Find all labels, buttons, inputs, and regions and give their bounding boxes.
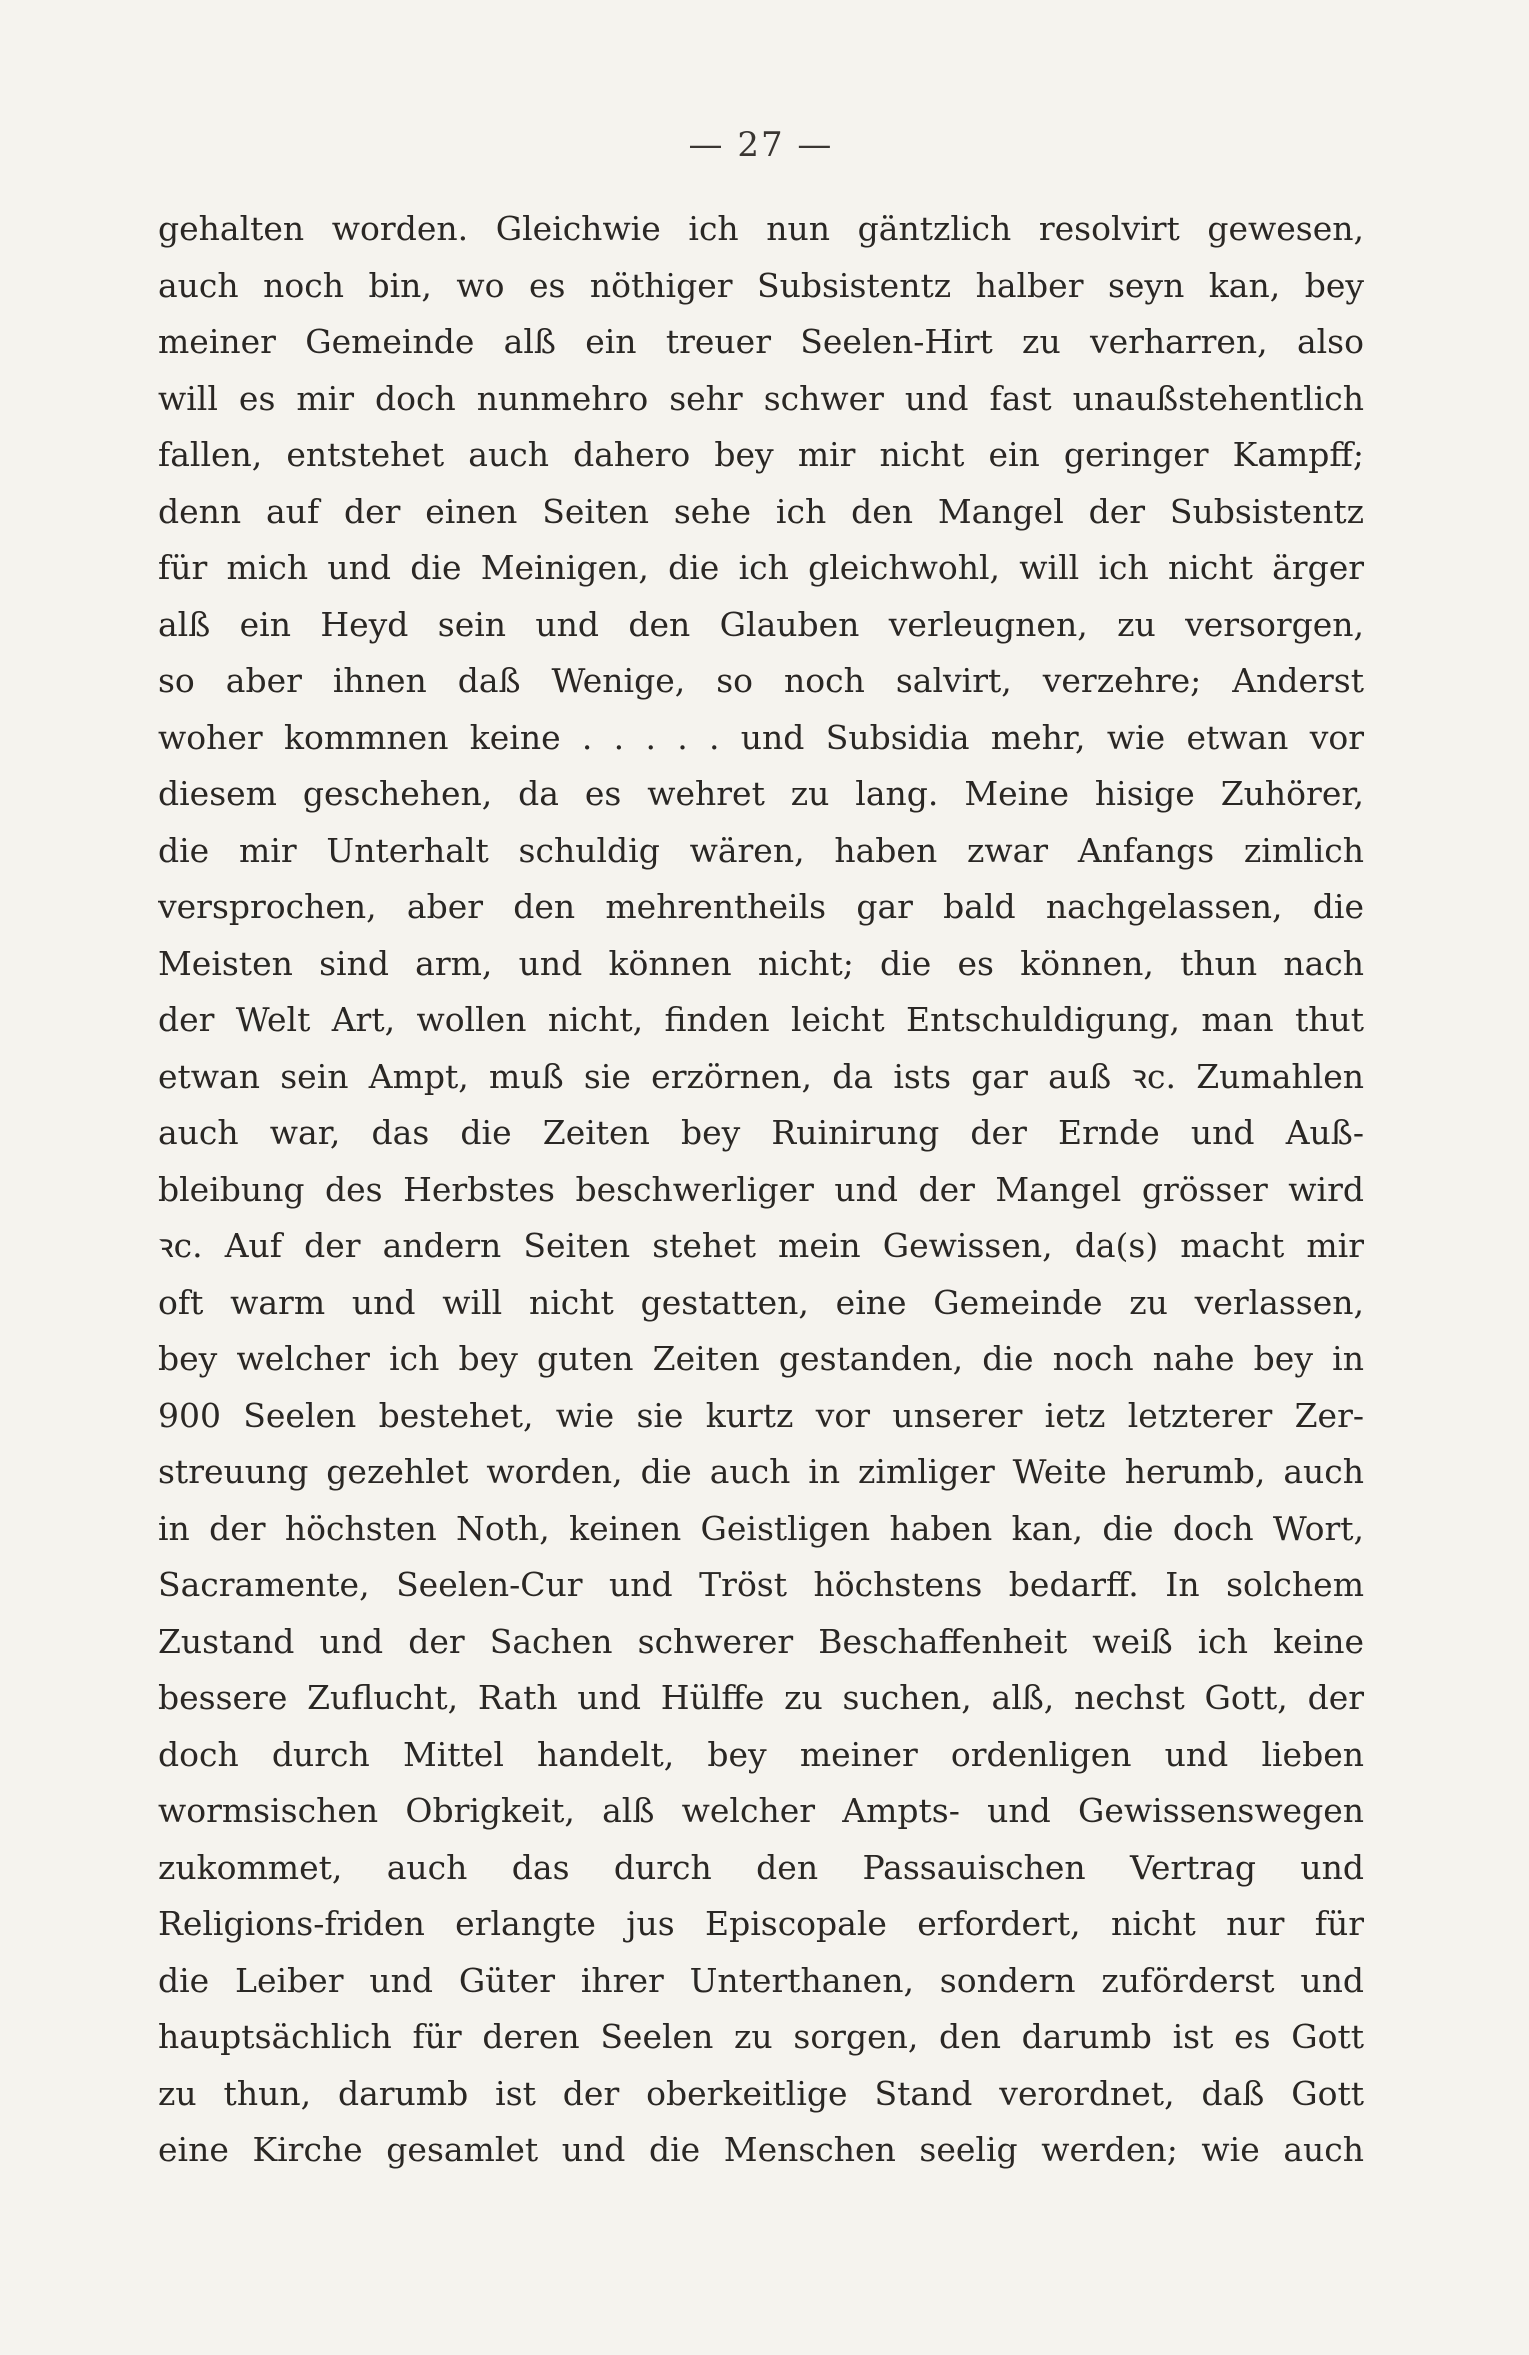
text-line: in der höchsten Noth, keinen Geistligen haben kan, die doch Wort, [158,1508,1364,1548]
text-line: ꝛc. Auf der andern Seiten stehet mein Gewissen, da(s) macht mir [158,1226,1364,1265]
text-line: streuung gezehlet worden, die auch in zimliger Weite herumb, auch [158,1452,1364,1491]
text-line: fallen, entstehet auch dahero bey mir nicht ein geringer Kampff; [158,435,1364,474]
body-text [158,201,1364,2179]
text-line: denn auf der einen Seiten sehe ich den Mangel der Subsistentz [158,491,1364,531]
text-line: diesem geschehen, da es wehret zu lang. Meine hisige Zuhörer, [158,774,1364,813]
text-line: so aber ihnen daß Wenige, so noch salvirt, verzehre; Anderst [158,661,1364,700]
text-line: eine Kirche gesamlet und die Menschen seelig werden; wie auch [158,2130,1364,2169]
text-line: 900 Seelen bestehet, wie sie kurtz vor unserer ietz letzterer Zer- [158,1395,1364,1435]
text-line: die mir Unterhalt schuldig wären, haben zwar Anfangs zimlich [158,830,1364,870]
text-line: wormsischen Obrigkeit, alß welcher Ampts- und Gewissenswegen [158,1791,1364,1830]
text-line: zu thun, darumb ist der oberkeitlige Stand verordnet, daß Gott [158,2073,1364,2113]
text-line: bessere Zuflucht, Rath und Hülffe zu suchen, alß, nechst Gott, der [158,1678,1364,1717]
text-line: Meisten sind arm, und können nicht; die es können, thun nach [158,943,1364,983]
text-line: versprochen, aber den mehrentheils gar bald nachgelassen, die [158,887,1364,926]
text-line: oft warm und will nicht gestatten, eine Gemeinde zu verlassen, [158,1282,1364,1322]
text-line: die Leiber und Güter ihrer Unterthanen, sondern zuförderst und [158,1960,1364,2000]
text-line: alß ein Heyd sein und den Glauben verleugnen, zu versorgen, [158,604,1364,644]
text-line: woher kommnen keine . . . . . und Subsidia mehr, wie etwan vor [158,717,1364,757]
text-line: für mich und die Meinigen, die ich gleichwohl, will ich nicht ärger [158,548,1364,587]
text-line: bey welcher ich bey guten Zeiten gestanden, die noch nahe bey in [158,1339,1364,1378]
text-line: etwan sein Ampt, muß sie erzörnen, da ists gar auß ꝛc. Zumahlen [158,1056,1364,1096]
text-line: zukommet, auch das durch den Passauischen Vertrag und [158,1847,1364,1887]
page-number: — 27 — [688,125,834,165]
text-line: Zustand und der Sachen schwerer Beschaffenheit weiß ich keine [158,1621,1364,1661]
text-line: doch durch Mittel handelt, bey meiner ordenligen und lieben [158,1734,1364,1774]
text-line: Sacramente, Seelen-Cur und Tröst höchstens bedarff. In solchem [158,1565,1364,1604]
text-line: will es mir doch nunmehro sehr schwer und fast unaußstehentlich [158,378,1364,418]
text-line: bleibung des Herbstes beschwerliger und der Mangel grösser wird [158,1169,1364,1209]
text-line: der Welt Art, wollen nicht, finden leicht Entschuldigung, man thut [158,1000,1364,1039]
text-line: gehalten worden. Gleichwie ich nun gäntzlich resolvirt gewesen, [158,209,1364,248]
text-line: auch war, das die Zeiten bey Ruinirung der Ernde und Auß- [158,1113,1364,1152]
text-line: Religions-friden erlangte jus Episcopale erfordert, nicht nur für [158,1904,1364,1943]
text-line: meiner Gemeinde alß ein treuer Seelen-Hirt zu verharren, also [158,322,1364,361]
text-line: auch noch bin, wo es nöthiger Subsistentz halber seyn kan, bey [158,265,1364,305]
text-line: hauptsächlich für deren Seelen zu sorgen, den darumb ist es Gott [158,2017,1364,2056]
